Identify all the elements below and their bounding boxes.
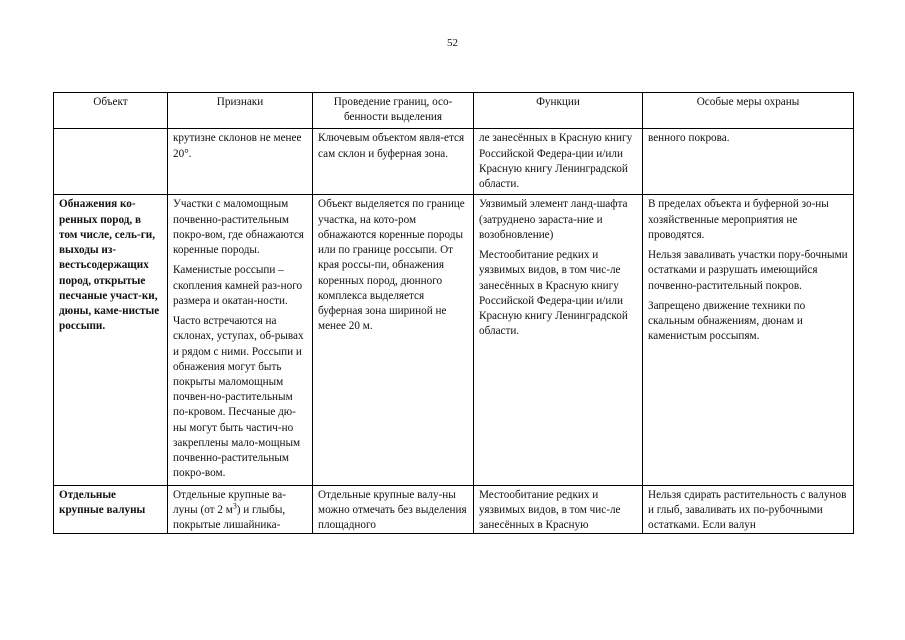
cell-text: Нельзя сдирать растительность с валунов и глыб, заваливать их по-рубочными остатками. Если валун bbox=[648, 488, 847, 532]
cell-text: Нельзя заваливать участки пору-бочными остатками и разрушать имеющийся почвенно-растительный покров. bbox=[648, 249, 848, 292]
cell-measures bbox=[643, 195, 854, 485]
cell-text: ле занесённых в Красную книгу Российской Федера-ции и/или Красную книгу Ленинградской области. bbox=[479, 132, 633, 191]
cell-signs bbox=[168, 129, 313, 195]
cell-functions bbox=[474, 129, 643, 195]
cell-text: Обнажения ко-ренных пород, в том числе, сель-ги, выходы из-вестьсодержащих пород, открытые песчаные участ-ки, дюны, каме-нистые россыпи. bbox=[59, 198, 160, 333]
header-functions: Функции bbox=[474, 93, 643, 129]
cell-object bbox=[54, 485, 168, 534]
cell-object bbox=[54, 129, 168, 195]
cell-text: В пределах объекта и буферной зо-ны хозяйственные мероприятия не проводятся. bbox=[648, 198, 829, 241]
table-header-row bbox=[54, 93, 854, 129]
cell-functions bbox=[474, 485, 643, 534]
table-row bbox=[54, 195, 854, 485]
cell-text: Ключевым объектом явля-ется сам склон и буферная зона. bbox=[318, 132, 465, 160]
cell-signs bbox=[168, 195, 313, 485]
page-number: 52 bbox=[447, 37, 458, 49]
header-object: Объект bbox=[54, 93, 168, 129]
cell-measures bbox=[643, 129, 854, 195]
cell-borders bbox=[313, 485, 474, 534]
cell-text: Каменистые россыпи – скопления камней раз-ного размера и окатан-ности. bbox=[173, 264, 303, 307]
cell-text: Объект выделяется по границе участка, на кото-ром обнажаются коренные породы или по границе россыпи. От края россы-пи, обнажения коренных пород, дюнного комплекса выделяется буферная зона шириной не менее 20 м. bbox=[318, 198, 465, 333]
header-measures: Особые меры охраны bbox=[643, 93, 854, 129]
cell-text: Местообитание редких и уязвимых видов, в том чис-ле занесённых в Красную bbox=[479, 488, 621, 532]
cell-text: Местообитание редких и уязвимых видов, в том чис-ле занесённых в Красную книгу Российской Федера-ции и/или Красную книгу Ленинградской области. bbox=[479, 249, 628, 338]
cell-text: Отдельные крупные валуны bbox=[59, 488, 146, 516]
header-borders: Проведение границ, осо-бенности выделения bbox=[313, 93, 474, 129]
protected-objects-table bbox=[53, 92, 854, 534]
cell-text: венного покрова. bbox=[648, 132, 730, 145]
cell-object bbox=[54, 195, 168, 485]
cell-text: Отдельные крупные валу-ны можно отмечать без выделения площадного bbox=[318, 488, 467, 532]
cell-functions bbox=[474, 195, 643, 485]
cell-text: Часто встречаются на склонах, уступах, об-рывах и рядом с ними. Россыпи и обнажения могут быть покрыты маломощным почвен-но-растительным по-кровом. Песчаные дю-ны могут быть частич-но закреплены мало-мощным почвенно-растительным покро-вом. bbox=[173, 315, 304, 480]
cell-text: крутизне склонов не менее 20°. bbox=[173, 132, 302, 160]
cell-borders bbox=[313, 195, 474, 485]
cell-text: Отдельные крупные ва-луны (от 2 $м^3$) и глыбы, покрытые лишайника- bbox=[173, 488, 286, 532]
cell-signs bbox=[168, 485, 313, 534]
table-row bbox=[54, 485, 854, 534]
cell-measures bbox=[643, 485, 854, 534]
cell-text: Участки с маломощным почвенно-растительным покро-вом, где обнажаются коренные породы. bbox=[173, 198, 304, 257]
table-row bbox=[54, 129, 854, 195]
header-signs: Признаки bbox=[168, 93, 313, 129]
cell-borders bbox=[313, 129, 474, 195]
cell-text: Запрещено движение техники по скальным обнажениям, дюнам и каменистым россыпям. bbox=[648, 299, 806, 343]
cell-text: Уязвимый элемент ланд-шафта (затруднено зараста-ние и возобновление) bbox=[479, 198, 628, 241]
